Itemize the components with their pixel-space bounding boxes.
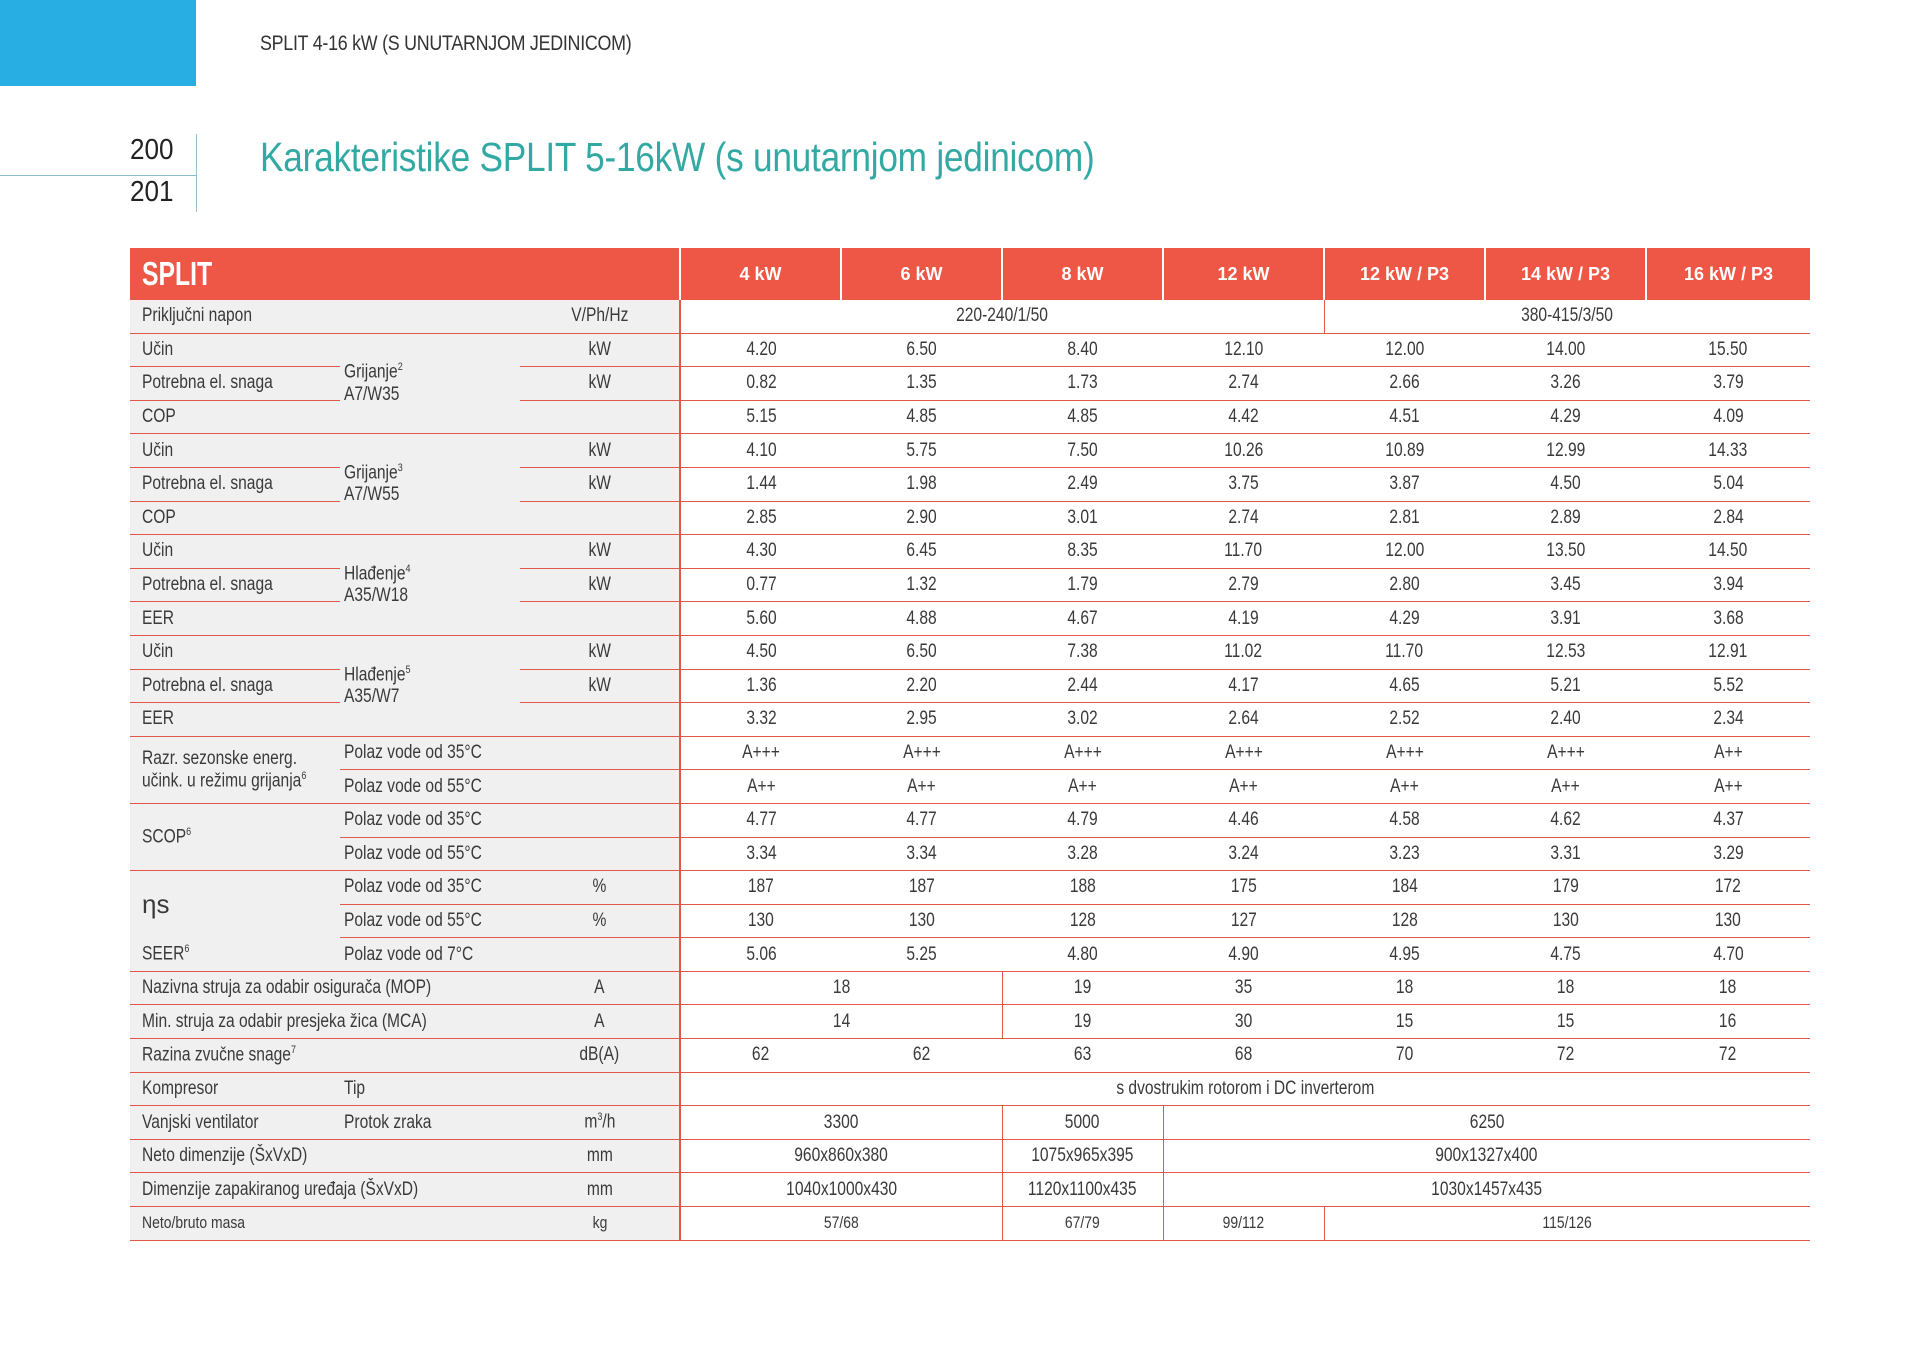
table-row-mop xyxy=(130,971,1810,1005)
brand-header: SPLIT xyxy=(130,248,520,300)
row-label: Min. struja za odabir presjeka žica (MCA) xyxy=(130,1005,520,1039)
value-cell: 18 xyxy=(1324,971,1485,1005)
value-cell: 3.32 xyxy=(680,703,841,737)
value-cell: 0.77 xyxy=(680,568,841,602)
value-cell: 3.28 xyxy=(1002,837,1163,871)
row-label: SCOP$^6$ xyxy=(130,803,340,870)
value-cell: 3.68 xyxy=(1646,602,1810,636)
value-cell: 960x860x380 xyxy=(680,1139,1002,1173)
row-label: Dimenzije zapakiranog uređaja (ŠxVxD) xyxy=(130,1173,520,1207)
value-cell: 1030x1457x435 xyxy=(1163,1173,1810,1207)
value-cell: 2.74 xyxy=(1163,501,1324,535)
row-label: Učin xyxy=(130,535,340,569)
row-unit: % xyxy=(520,904,680,938)
table-row-voltage xyxy=(130,300,1810,333)
value-cell: 1.73 xyxy=(1002,367,1163,401)
value-cell: 184 xyxy=(1324,871,1485,905)
value-cell: 3.34 xyxy=(841,837,1002,871)
value-cell: 4.85 xyxy=(841,400,1002,434)
value-cell: 13.50 xyxy=(1485,535,1646,569)
row-unit: mm xyxy=(520,1139,680,1173)
value-cell: 127 xyxy=(1163,904,1324,938)
value-cell: 7.50 xyxy=(1002,434,1163,468)
row-unit: kW xyxy=(520,333,680,367)
value-cell: 4.10 xyxy=(680,434,841,468)
value-cell: A++ xyxy=(680,770,841,804)
row-unit xyxy=(520,803,680,837)
row-label: Potrebna el. snaga xyxy=(130,669,340,703)
row-sublabel: Polaz vode od 35°C xyxy=(340,736,520,770)
value-cell: 0.82 xyxy=(680,367,841,401)
row-unit: kW xyxy=(520,568,680,602)
row-sublabel: Polaz vode od 35°C xyxy=(340,803,520,837)
value-cell: 115/126 xyxy=(1324,1207,1810,1241)
value-cell: A++ xyxy=(1163,770,1324,804)
value-cell: 187 xyxy=(841,871,1002,905)
value-cell: 4.37 xyxy=(1646,803,1810,837)
row-label: EER xyxy=(130,602,340,636)
row-unit: kW xyxy=(520,635,680,669)
value-cell: 4.95 xyxy=(1324,938,1485,972)
row-unit: $m^3/h$ xyxy=(520,1106,680,1140)
row-unit xyxy=(520,736,680,770)
table-row-kompresor xyxy=(130,1072,1810,1106)
column-header: 4 kW xyxy=(680,248,841,300)
value-cell: 2.64 xyxy=(1163,703,1324,737)
value-cell: 4.77 xyxy=(680,803,841,837)
value-cell: 14 xyxy=(680,1005,1002,1039)
value-cell: 5.75 xyxy=(841,434,1002,468)
value-cell: 3.01 xyxy=(1002,501,1163,535)
table-row-g1-ucin xyxy=(130,333,1810,367)
row-unit: kW xyxy=(520,367,680,401)
value-cell: 12.99 xyxy=(1485,434,1646,468)
row-unit xyxy=(520,602,680,636)
row-label: Neto dimenzije (ŠxVxD) xyxy=(130,1139,520,1173)
row-label: Nazivna struja za odabir osigurača (MOP) xyxy=(130,971,520,1005)
value-cell: A++ xyxy=(1646,770,1810,804)
value-cell: 3.75 xyxy=(1163,467,1324,501)
table-header-row xyxy=(130,248,1810,300)
value-cell: 18 xyxy=(1646,971,1810,1005)
row-unit: kW xyxy=(520,434,680,468)
value-cell: 2.95 xyxy=(841,703,1002,737)
value-cell: 2.40 xyxy=(1485,703,1646,737)
column-header: 8 kW xyxy=(1002,248,1163,300)
value-cell: A+++ xyxy=(680,736,841,770)
value-cell: 4.65 xyxy=(1324,669,1485,703)
group-label: Grijanje$^3$ A7/W55 xyxy=(340,434,520,535)
value-cell: 4.67 xyxy=(1002,602,1163,636)
row-unit xyxy=(520,400,680,434)
table-row-eta-55 xyxy=(130,904,1810,938)
row-unit: V/Ph/Hz xyxy=(520,300,680,333)
value-cell: 2.85 xyxy=(680,501,841,535)
value-cell: 2.80 xyxy=(1324,568,1485,602)
table-row-mca xyxy=(130,1005,1810,1039)
row-unit: kW xyxy=(520,669,680,703)
page-numbers xyxy=(0,134,197,212)
value-cell: 6.50 xyxy=(841,635,1002,669)
table-row-razred-35 xyxy=(130,736,1810,770)
value-cell: 2.74 xyxy=(1163,367,1324,401)
value-cell: 4.51 xyxy=(1324,400,1485,434)
row-unit xyxy=(520,1072,680,1106)
value-cell: 11.70 xyxy=(1324,635,1485,669)
value-cell: 1.44 xyxy=(680,467,841,501)
value-cell: 15.50 xyxy=(1646,333,1810,367)
value-cell: 4.09 xyxy=(1646,400,1810,434)
row-label: Razr. sezonske energ. učink. u režimu grijanja$^6$ xyxy=(130,736,340,803)
row-sublabel: Protok zraka xyxy=(340,1106,520,1140)
value-cell: 4.80 xyxy=(1002,938,1163,972)
value-cell: 5000 xyxy=(1002,1106,1163,1140)
value-cell: 4.90 xyxy=(1163,938,1324,972)
row-label: ηs xyxy=(130,871,340,938)
value-cell: 12.53 xyxy=(1485,635,1646,669)
value-cell: 4.29 xyxy=(1485,400,1646,434)
value-cell: 187 xyxy=(680,871,841,905)
table-row-razred-55 xyxy=(130,770,1810,804)
value-cell: 4.19 xyxy=(1163,602,1324,636)
value-cell: 3.91 xyxy=(1485,602,1646,636)
value-cell: A++ xyxy=(1002,770,1163,804)
value-cell: 4.58 xyxy=(1324,803,1485,837)
value-cell: 4.79 xyxy=(1002,803,1163,837)
value-cell: 35 xyxy=(1163,971,1324,1005)
row-label: Potrebna el. snaga xyxy=(130,568,340,602)
table-row-scop-35 xyxy=(130,803,1810,837)
value-cell: 2.89 xyxy=(1485,501,1646,535)
value-cell: 179 xyxy=(1485,871,1646,905)
value-cell: 5.21 xyxy=(1485,669,1646,703)
row-unit: kW xyxy=(520,535,680,569)
value-cell: s dvostrukim rotorom i DC inverterom xyxy=(680,1072,1810,1106)
blue-corner-tab xyxy=(0,0,196,86)
row-label: Potrebna el. snaga xyxy=(130,467,340,501)
value-cell: 4.70 xyxy=(1646,938,1810,972)
value-cell: 128 xyxy=(1324,904,1485,938)
row-label: Učin xyxy=(130,434,340,468)
value-cell: 72 xyxy=(1485,1039,1646,1073)
row-sublabel: Polaz vode od 55°C xyxy=(340,770,520,804)
value-cell: 130 xyxy=(680,904,841,938)
value-cell: 1.36 xyxy=(680,669,841,703)
row-label: Učin xyxy=(130,635,340,669)
value-cell: 30 xyxy=(1163,1005,1324,1039)
value-cell: 18 xyxy=(680,971,1002,1005)
value-cell: 3.87 xyxy=(1324,467,1485,501)
column-header: 12 kW xyxy=(1163,248,1324,300)
value-cell: 6250 xyxy=(1163,1106,1810,1140)
value-cell: 15 xyxy=(1324,1005,1485,1039)
row-sublabel: Polaz vode od 35°C xyxy=(340,871,520,905)
value-cell: 8.35 xyxy=(1002,535,1163,569)
value-cell: 3.94 xyxy=(1646,568,1810,602)
value-cell: 1075x965x395 xyxy=(1002,1139,1163,1173)
value-cell: 10.26 xyxy=(1163,434,1324,468)
value-cell: 1040x1000x430 xyxy=(680,1173,1002,1207)
table-row-seer xyxy=(130,938,1810,972)
value-cell: 3300 xyxy=(680,1106,1002,1140)
row-label: Učin xyxy=(130,333,340,367)
table-row-eta-35 xyxy=(130,871,1810,905)
row-unit xyxy=(520,770,680,804)
table-row-g3-ucin xyxy=(130,535,1810,569)
row-label: Kompresor xyxy=(130,1072,340,1106)
value-cell: 7.38 xyxy=(1002,635,1163,669)
value-cell: 12.00 xyxy=(1324,333,1485,367)
value-cell: A+++ xyxy=(1485,736,1646,770)
value-cell: A++ xyxy=(1646,736,1810,770)
page-title: Karakteristike SPLIT 5-16kW (s unutarnjom jedinicom) xyxy=(260,134,1095,180)
value-cell: 68 xyxy=(1163,1039,1324,1073)
row-label: COP xyxy=(130,400,340,434)
value-cell: 19 xyxy=(1002,1005,1163,1039)
row-label: Vanjski ventilator xyxy=(130,1106,340,1140)
row-unit: mm xyxy=(520,1173,680,1207)
table-row-g4-ucin xyxy=(130,635,1810,669)
value-cell: 1.98 xyxy=(841,467,1002,501)
row-sublabel: Tip xyxy=(340,1072,520,1106)
row-label: Priključni napon xyxy=(130,300,520,333)
row-unit xyxy=(520,837,680,871)
value-cell: 67/79 xyxy=(1002,1207,1163,1241)
value-cell: 4.50 xyxy=(1485,467,1646,501)
value-cell: 2.34 xyxy=(1646,703,1810,737)
value-cell: 220-240/1/50 xyxy=(680,300,1324,333)
value-cell: 1.35 xyxy=(841,367,1002,401)
row-sublabel: Polaz vode od 55°C xyxy=(340,904,520,938)
value-cell: 130 xyxy=(1646,904,1810,938)
row-unit xyxy=(520,501,680,535)
value-cell: A+++ xyxy=(1163,736,1324,770)
value-cell: 3.34 xyxy=(680,837,841,871)
table-row-neto-dim xyxy=(130,1139,1810,1173)
row-label: EER xyxy=(130,703,340,737)
value-cell: 2.90 xyxy=(841,501,1002,535)
value-cell: 6.45 xyxy=(841,535,1002,569)
value-cell: A+++ xyxy=(1002,736,1163,770)
value-cell: 3.79 xyxy=(1646,367,1810,401)
column-header: 12 kW / P3 xyxy=(1324,248,1485,300)
value-cell: A+++ xyxy=(1324,736,1485,770)
value-cell: 3.24 xyxy=(1163,837,1324,871)
group-label: Hlađenje$^4$ A35/W18 xyxy=(340,535,520,636)
value-cell: 4.42 xyxy=(1163,400,1324,434)
value-cell: 11.70 xyxy=(1163,535,1324,569)
value-cell: 5.52 xyxy=(1646,669,1810,703)
value-cell: 16 xyxy=(1646,1005,1810,1039)
value-cell: 15 xyxy=(1485,1005,1646,1039)
value-cell: 63 xyxy=(1002,1039,1163,1073)
value-cell: 72 xyxy=(1646,1039,1810,1073)
row-unit: dB(A) xyxy=(520,1039,680,1073)
value-cell: 4.30 xyxy=(680,535,841,569)
column-header: 6 kW xyxy=(841,248,1002,300)
group-label: Grijanje$^2$ A7/W35 xyxy=(340,333,520,434)
value-cell: 2.20 xyxy=(841,669,1002,703)
value-cell: 12.10 xyxy=(1163,333,1324,367)
value-cell: 6.50 xyxy=(841,333,1002,367)
row-label: Neto/bruto masa xyxy=(130,1207,520,1241)
value-cell: 8.40 xyxy=(1002,333,1163,367)
value-cell: 4.85 xyxy=(1002,400,1163,434)
value-cell: 14.33 xyxy=(1646,434,1810,468)
value-cell: 4.20 xyxy=(680,333,841,367)
row-unit: A xyxy=(520,1005,680,1039)
table-row-ventilator xyxy=(130,1106,1810,1140)
value-cell: 130 xyxy=(1485,904,1646,938)
page-number-right: 201 xyxy=(130,176,174,208)
value-cell: 62 xyxy=(680,1039,841,1073)
row-unit: % xyxy=(520,871,680,905)
value-cell: A++ xyxy=(1485,770,1646,804)
value-cell: 900x1327x400 xyxy=(1163,1139,1810,1173)
value-cell: 2.79 xyxy=(1163,568,1324,602)
value-cell: A+++ xyxy=(841,736,1002,770)
value-cell: 57/68 xyxy=(680,1207,1002,1241)
row-label: COP xyxy=(130,501,340,535)
value-cell: 12.91 xyxy=(1646,635,1810,669)
row-label: Potrebna el. snaga xyxy=(130,367,340,401)
value-cell: 130 xyxy=(841,904,1002,938)
value-cell: 14.50 xyxy=(1646,535,1810,569)
value-cell: 172 xyxy=(1646,871,1810,905)
value-cell: 2.44 xyxy=(1002,669,1163,703)
header-empty-cell xyxy=(520,248,680,300)
value-cell: 18 xyxy=(1485,971,1646,1005)
table-row-masa xyxy=(130,1207,1810,1241)
row-unit: A xyxy=(520,971,680,1005)
value-cell: 5.15 xyxy=(680,400,841,434)
value-cell: 175 xyxy=(1163,871,1324,905)
table-row-g2-ucin xyxy=(130,434,1810,468)
header-breadcrumb: SPLIT 4-16 kW (S UNUTARNJOM JEDINICOM) xyxy=(260,32,632,55)
row-unit: kg xyxy=(520,1207,680,1241)
row-unit: kW xyxy=(520,467,680,501)
value-cell: 3.45 xyxy=(1485,568,1646,602)
row-sublabel: Polaz vode od 55°C xyxy=(340,837,520,871)
specifications-table xyxy=(130,248,1810,1241)
page-number-left: 200 xyxy=(130,134,174,166)
row-label: SEER$^6$ xyxy=(130,938,340,972)
value-cell: 4.29 xyxy=(1324,602,1485,636)
value-cell: 2.66 xyxy=(1324,367,1485,401)
value-cell: 3.02 xyxy=(1002,703,1163,737)
value-cell: 1.79 xyxy=(1002,568,1163,602)
value-cell: 4.77 xyxy=(841,803,1002,837)
value-cell: 12.00 xyxy=(1324,535,1485,569)
column-header: 16 kW / P3 xyxy=(1646,248,1810,300)
value-cell: 1120x1100x435 xyxy=(1002,1173,1163,1207)
value-cell: 2.81 xyxy=(1324,501,1485,535)
table-row-scop-55 xyxy=(130,837,1810,871)
value-cell: 4.62 xyxy=(1485,803,1646,837)
value-cell: 2.49 xyxy=(1002,467,1163,501)
value-cell: 5.06 xyxy=(680,938,841,972)
value-cell: 4.46 xyxy=(1163,803,1324,837)
value-cell: A++ xyxy=(841,770,1002,804)
group-label: Hlađenje$^5$ A35/W7 xyxy=(340,635,520,736)
value-cell: 14.00 xyxy=(1485,333,1646,367)
table-row-zvuk xyxy=(130,1039,1810,1073)
value-cell: 188 xyxy=(1002,871,1163,905)
value-cell: 380-415/3/50 xyxy=(1324,300,1810,333)
value-cell: 3.23 xyxy=(1324,837,1485,871)
value-cell: 5.60 xyxy=(680,602,841,636)
value-cell: 4.88 xyxy=(841,602,1002,636)
value-cell: 4.17 xyxy=(1163,669,1324,703)
value-cell: 4.75 xyxy=(1485,938,1646,972)
value-cell: 5.04 xyxy=(1646,467,1810,501)
row-label: Razina zvučne snage$^7$ xyxy=(130,1039,520,1073)
value-cell: 2.84 xyxy=(1646,501,1810,535)
value-cell: 99/112 xyxy=(1163,1207,1324,1241)
table-row-pak-dim xyxy=(130,1173,1810,1207)
value-cell: 3.29 xyxy=(1646,837,1810,871)
value-cell: 128 xyxy=(1002,904,1163,938)
value-cell: 4.50 xyxy=(680,635,841,669)
row-unit xyxy=(520,703,680,737)
value-cell: 1.32 xyxy=(841,568,1002,602)
column-header: 14 kW / P3 xyxy=(1485,248,1646,300)
value-cell: 2.52 xyxy=(1324,703,1485,737)
value-cell: 11.02 xyxy=(1163,635,1324,669)
value-cell: 5.25 xyxy=(841,938,1002,972)
value-cell: A++ xyxy=(1324,770,1485,804)
row-unit xyxy=(520,938,680,972)
value-cell: 62 xyxy=(841,1039,1002,1073)
value-cell: 3.26 xyxy=(1485,367,1646,401)
row-sublabel: Polaz vode od 7°C xyxy=(340,938,520,972)
value-cell: 19 xyxy=(1002,971,1163,1005)
value-cell: 3.31 xyxy=(1485,837,1646,871)
value-cell: 70 xyxy=(1324,1039,1485,1073)
value-cell: 10.89 xyxy=(1324,434,1485,468)
